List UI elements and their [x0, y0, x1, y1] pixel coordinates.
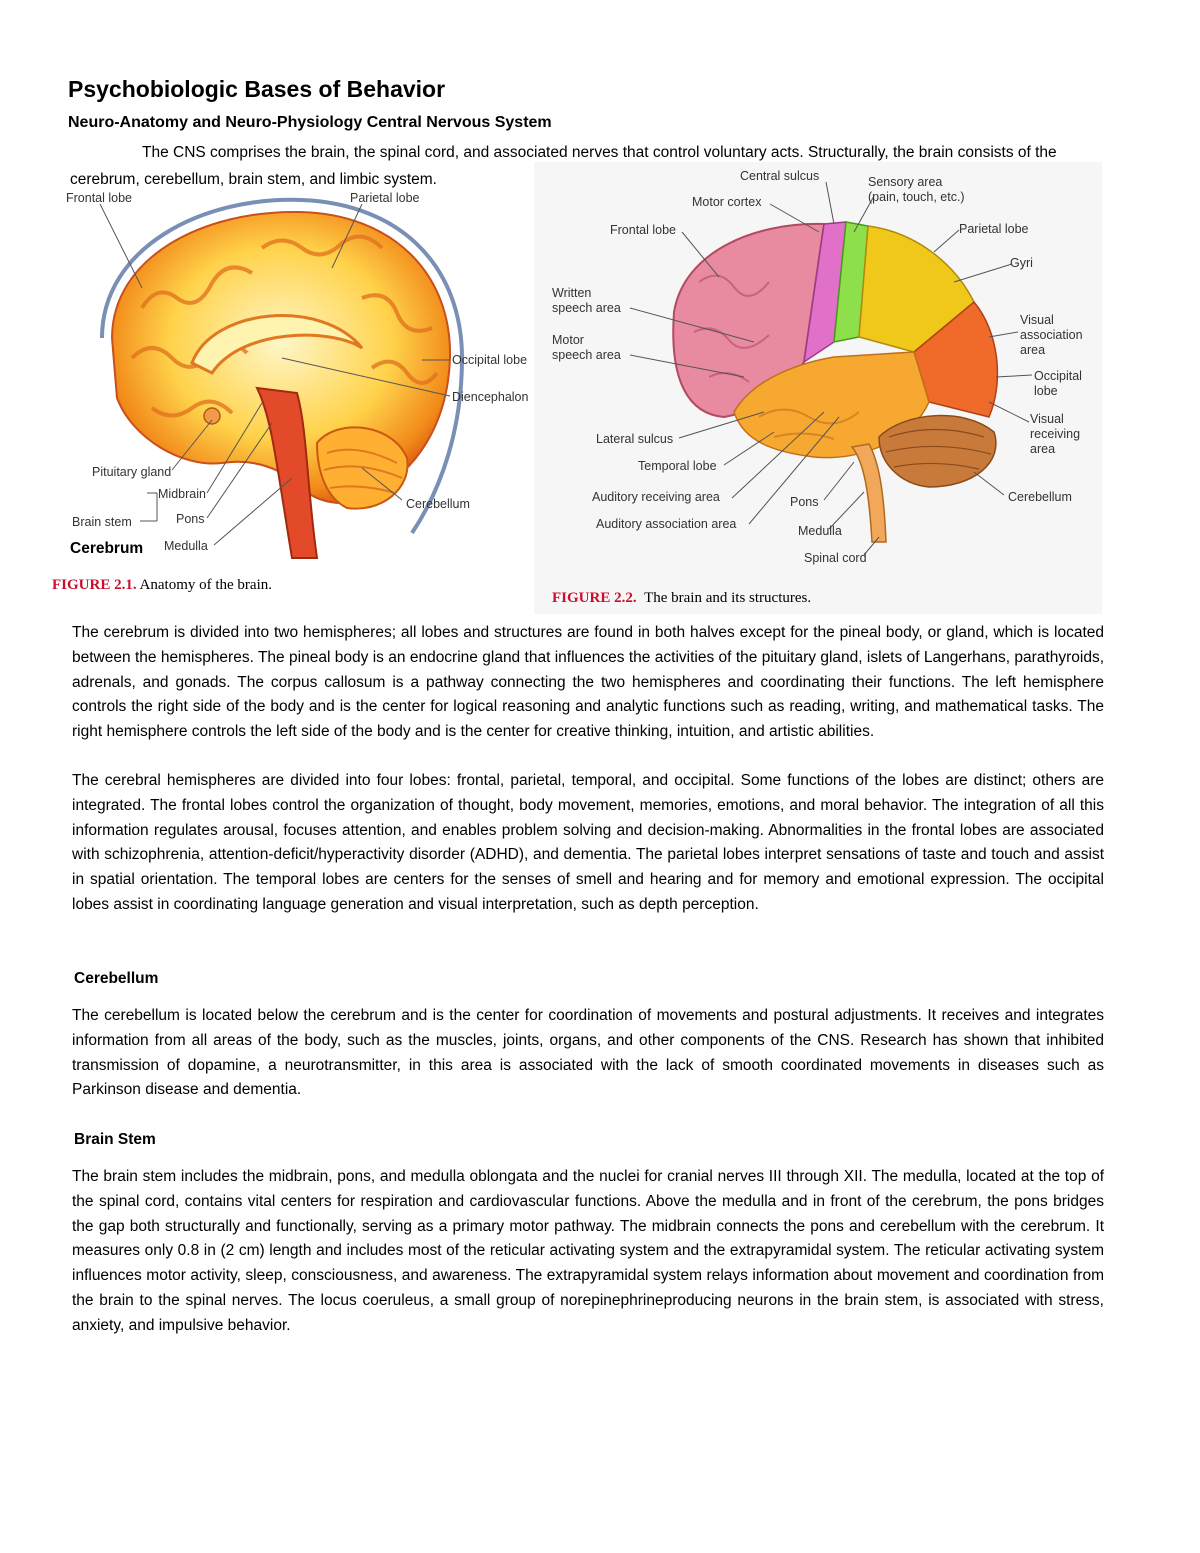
fig2-label-frontal-lobe: Frontal lobe: [610, 223, 677, 237]
figure1-caption-text: Anatomy of the brain.: [139, 577, 272, 593]
fig2-label-visual-recv-2: receiving: [1030, 427, 1081, 441]
fig2-label-written-1: Written: [552, 286, 592, 300]
fig1-label-parietal-lobe: Parietal lobe: [350, 191, 420, 205]
figure2-caption-number: FIGURE 2.2.: [552, 590, 637, 606]
fig2-label-motor-speech-1: Motor: [552, 333, 584, 347]
fig1-label-cerebellum: Cerebellum: [406, 497, 470, 511]
fig2-label-auditory-receiving: Auditory receiving area: [592, 490, 720, 504]
page-subtitle: Neuro-Anatomy and Neuro-Physiology Central Nervous System: [68, 114, 552, 131]
fig2-label-visual-assoc-1: Visual: [1020, 313, 1054, 327]
figure1-caption-number: FIGURE 2.1.: [52, 577, 137, 593]
fig2-label-central-sulcus: Central sulcus: [740, 169, 820, 183]
intro-paragraph: The CNS comprises the brain, the spinal cord, and associated nerves that control voluntary acts. Structurally, the brain consists of the cerebrum, cerebellum, brain stem, and limbic system.: [70, 144, 1057, 188]
cerebrum-paragraph-2: The cerebral hemispheres are divided into four lobes: frontal, parietal, temporal, and occipital. Some functions of the lobes are distinct; others are integrated. The frontal lobes control the organization of thought, body movement, memories, emotions, and moral behavior. The integration of all this information regulates arousal, focuses attention, and enables problem solving and decision-making. Abnormalities in the frontal lobes are associated with schizophrenia, attention-deficit/hyperactivity disorder (ADHD), and dementia. The parietal lobes interpret sensations of taste and touch and assist in spatial orientation. The temporal lobes are centers for the senses of smell and hearing and for memory and emotional expression. The occipital lobes assist in coordinating language generation and visual interpretation, such as depth perception.: [72, 772, 1104, 913]
fig2-label-medulla: Medulla: [798, 524, 842, 538]
fig2-label-gyri: Gyri: [1010, 256, 1033, 270]
fig2-label-parietal-lobe: Parietal lobe: [959, 222, 1029, 236]
figure2-caption: [552, 590, 811, 606]
figure2-caption-text: The brain and its structures.: [644, 590, 812, 606]
fig2-label-written-2: speech area: [552, 301, 621, 315]
fig2-label-auditory-association: Auditory association area: [596, 517, 737, 531]
fig2-label-visual-assoc-2: association: [1020, 328, 1083, 342]
fig2-label-spinal-cord: Spinal cord: [804, 551, 867, 565]
fig2-label-occipital-1: Occipital: [1034, 369, 1082, 383]
fig2-label-lateral-sulcus: Lateral sulcus: [596, 432, 674, 446]
section-heading-cerebrum: Cerebrum: [70, 540, 144, 557]
fig2-label-motor-cortex: Motor cortex: [692, 195, 762, 209]
fig2-label-temporal-lobe: Temporal lobe: [638, 459, 717, 473]
fig1-label-midbrain: Midbrain: [158, 487, 206, 501]
figure-lateral-brain: [534, 162, 1102, 614]
fig2-label-cerebellum: Cerebellum: [1008, 490, 1072, 504]
sagittal-brain-illustration: [62, 188, 540, 573]
lateral-brain-illustration: [534, 162, 1102, 614]
page-title: Psychobiologic Bases of Behavior: [68, 76, 446, 102]
section-heading-cerebellum: Cerebellum: [74, 970, 159, 987]
fig1-label-occipital-lobe: Occipital lobe: [452, 353, 528, 367]
fig1-label-frontal-lobe: Frontal lobe: [66, 191, 133, 205]
section-heading-brain-stem: Brain Stem: [74, 1131, 156, 1148]
fig1-label-brain-stem: Brain stem: [72, 515, 132, 529]
fig1-label-medulla: Medulla: [164, 539, 208, 553]
fig1-label-pons: Pons: [176, 512, 205, 526]
cerebellum-paragraph: The cerebellum is located below the cerebrum and is the center for coordination of movements and postural adjustments. It receives and integrates information from all areas of the body, such as the muscles, joints, organs, and other components of the CNS. Research has shown that inhibited transmission of dopamine, a neurotransmitter, in this area is associated with the lack of smooth coordinated movements in diseases such as Parkinson disease and dementia.: [72, 1007, 1104, 1099]
fig2-label-visual-recv-3: area: [1030, 442, 1056, 456]
fig2-label-visual-assoc-3: area: [1020, 343, 1046, 357]
fig2-label-pons: Pons: [790, 495, 819, 509]
cerebrum-paragraph-1: The cerebrum is divided into two hemispheres; all lobes and structures are found in both halves except for the pineal body, or gland, which is located between the hemispheres. The pineal body is an endocrine gland that influences the activities of the pituitary gland, islets of Langerhans, parathyroids, adrenals, and gonads. The corpus callosum is a pathway connecting the two hemispheres and coordinating their functions. The left hemisphere controls the right side of the body and is the center for logical reasoning and analytic functions such as reading, writing, and mathematical tasks. The right hemisphere controls the left side of the body and is the center for creative thinking, intuition, and artistic abilities.: [72, 624, 1104, 741]
brain-stem-paragraph: The brain stem includes the midbrain, pons, and medulla oblongata and the nuclei for cranial nerves III through XII. The medulla, located at the top of the spinal cord, contains vital centers for respiration and cardiovascular functions. Above the medulla and in front of the cerebrum, the pons bridges the gap both structurally and functionally, serving as a primary motor pathway. The midbrain connects the pons and cerebellum with the cerebrum. It measures only 0.8 in (2 cm) length and includes most of the reticular activating system and the extrapyramidal system. The reticular activating system influences motor activity, sleep, consciousness, and awareness. The extrapyramidal system relays information about movement and coordination from the brain to the spinal nerves. The locus coeruleus, a small group of norepinephrineproducing neurons in the brain stem, is associated with stress, anxiety, and impulsive behavior.: [72, 1168, 1104, 1334]
figure-sagittal-brain: [62, 188, 540, 573]
fig2-label-sensory-area-detail: (pain, touch, etc.): [868, 190, 965, 204]
fig2-label-motor-speech-2: speech area: [552, 348, 621, 362]
fig1-label-diencephalon: Diencephalon: [452, 390, 529, 404]
fig2-label-visual-recv-1: Visual: [1030, 412, 1064, 426]
fig1-label-pituitary: Pituitary gland: [92, 465, 172, 479]
fig2-label-occipital-2: lobe: [1034, 384, 1058, 398]
figure1-caption: [52, 577, 272, 594]
fig2-label-sensory-area: Sensory area: [868, 175, 943, 189]
